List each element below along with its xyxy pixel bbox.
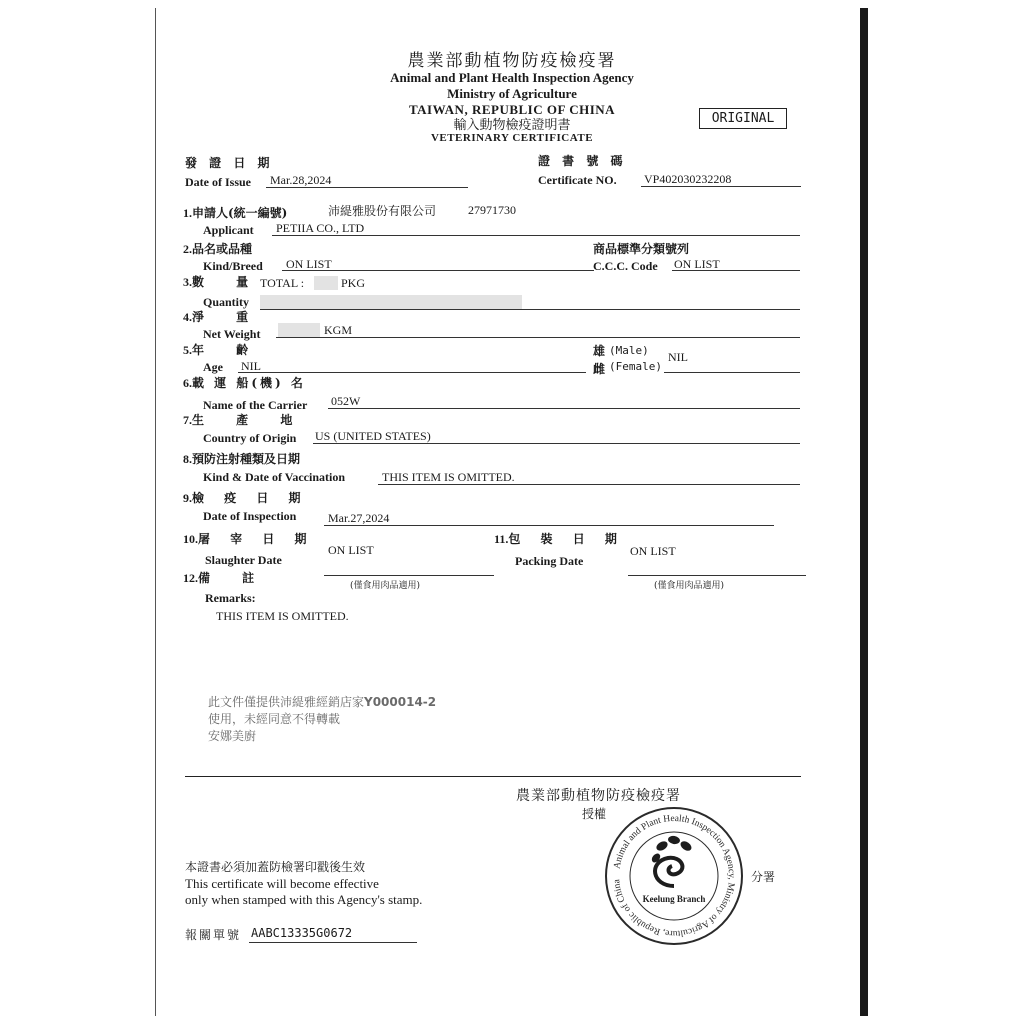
applicant-name-zh: 沛緹雅股份有限公司 <box>328 204 437 218</box>
certificate-title-en: VETERINARY CERTIFICATE <box>430 132 594 144</box>
country-name: TAIWAN, REPUBLIC OF CHINA <box>408 102 616 117</box>
applicant-name: PETIIA CO., LTD <box>276 221 365 235</box>
notice-en-line-1: This certificate will become effective <box>185 876 379 891</box>
packing-label-zh: 包 裝 日 期 <box>508 532 625 546</box>
certificate-title-zh: 輸入動物檢疫證明書 <box>453 118 571 133</box>
sex-value: NIL <box>668 350 688 364</box>
date-of-issue-value: Mar.28,2024 <box>270 173 332 187</box>
field-number-6: 6. <box>183 376 192 390</box>
field-number-3: 3. <box>183 275 192 289</box>
applicant-label-zh: 申請人(統一編號) <box>192 206 288 220</box>
field-number-5: 5. <box>183 343 192 357</box>
footer-authorized-zh: 授權 <box>582 807 607 821</box>
age-label-zh: 年 齡 <box>192 343 263 357</box>
date-of-issue-label-zh: 發 證 日 期 <box>185 156 274 170</box>
net-weight-label: Net Weight <box>203 327 261 341</box>
agency-title-zh: 農業部動植物防疫檢疫署 <box>407 51 617 71</box>
slaughter-label: Slaughter Date <box>205 553 282 567</box>
field-number-4: 4. <box>183 310 192 324</box>
net-weight-unit: KGM <box>324 323 353 337</box>
kind-value: ON LIST <box>286 257 332 271</box>
sex-female-zh: 雌 <box>593 362 606 376</box>
quantity-detail-redacted <box>260 295 522 310</box>
date-of-issue-label: Date of Issue <box>185 175 251 189</box>
vaccination-label-zh: 預防注射種類及日期 <box>192 452 301 466</box>
age-value: NIL <box>241 359 261 373</box>
official-stamp <box>602 804 746 948</box>
remarks-label-zh: 備 註 <box>198 571 269 585</box>
sex-male-label: (Male) <box>609 344 649 357</box>
applicant-label: Applicant <box>203 223 254 237</box>
watermark-line-1: 此文件僅提供沛緹雅經銷店家 <box>208 695 365 709</box>
stamp-ring-text: Animal and Plant Health Inspection Agency, Ministry of Agriculture, Republic of China <box>612 813 737 939</box>
field-number-9: 9. <box>183 491 192 505</box>
footer-agency-zh: 農業部動植物防疫檢疫署 <box>516 788 681 804</box>
stamp-branch-text: Keelung Branch <box>642 894 706 904</box>
remarks-label: Remarks: <box>205 591 256 605</box>
sex-female-label: (Female) <box>609 360 662 373</box>
packing-note: (僅食用肉品適用) <box>654 581 725 591</box>
notice-en-line-2: only when stamped with this Agency's stamp. <box>185 892 423 907</box>
agency-title-en: Animal and Plant Health Inspection Agency <box>390 70 634 85</box>
ministry-name: Ministry of Agriculture <box>447 86 577 101</box>
inspection-label: Date of Inspection <box>203 509 297 523</box>
ccc-label: C.C.C. Code <box>593 259 658 273</box>
sex-male-zh: 雄 <box>593 344 606 358</box>
certificate-no-value: VP402030232208 <box>644 172 732 186</box>
field-number-11: 11. <box>494 532 509 546</box>
ccc-label-zh: 商品標準分類號列 <box>593 242 690 256</box>
quantity-label-zh: 數 量 <box>192 275 263 289</box>
origin-label-zh: 生 產 地 <box>192 413 307 427</box>
slaughter-value: ON LIST <box>328 543 374 557</box>
age-label: Age <box>203 360 223 374</box>
field-number-2: 2. <box>183 242 192 256</box>
watermark-code: Y000014-2 <box>364 695 437 709</box>
footer-branch-zh: 分署 <box>751 870 776 884</box>
watermark-line-2: 使用，未經同意不得轉載 <box>208 712 341 726</box>
certificate-page <box>155 8 868 1016</box>
quantity-redacted <box>314 276 338 290</box>
quantity-unit: PKG <box>341 276 366 290</box>
footer-divider <box>185 776 801 777</box>
field-number-10: 10. <box>183 532 198 546</box>
field-number-8: 8. <box>183 452 192 466</box>
vaccination-label: Kind & Date of Vaccination <box>203 470 346 484</box>
quantity-label: Quantity <box>203 295 250 309</box>
certificate-no-label-zh: 證 書 號 碼 <box>538 154 627 168</box>
certificate-no-label: Certificate NO. <box>538 173 617 187</box>
page-edge-shadow <box>860 8 868 1016</box>
notice-zh: 本證書必須加蓋防檢署印戳後生效 <box>185 860 366 874</box>
field-number-7: 7. <box>183 413 192 427</box>
vaccination-value: THIS ITEM IS OMITTED. <box>382 470 515 484</box>
net-weight-redacted <box>278 323 320 337</box>
carrier-label: Name of the Carrier <box>203 398 308 412</box>
slaughter-note: (僅食用肉品適用) <box>350 581 421 591</box>
inspection-value: Mar.27,2024 <box>328 511 390 525</box>
original-badge: ORIGINAL <box>699 108 787 129</box>
slaughter-label-zh: 屠 宰 日 期 <box>198 532 315 546</box>
customs-no-value: AABC13335G0672 <box>251 926 353 940</box>
origin-label: Country of Origin <box>203 431 297 445</box>
packing-label: Packing Date <box>515 554 584 568</box>
field-number-12: 12. <box>183 571 198 585</box>
origin-value: US (UNITED STATES) <box>315 429 431 443</box>
plant-emblem-icon <box>650 835 693 886</box>
field-number-1: 1. <box>183 206 192 220</box>
carrier-value: 052W <box>331 394 361 408</box>
kind-label-zh: 品名或品種 <box>192 242 253 256</box>
applicant-tax-id: 27971730 <box>468 203 516 217</box>
carrier-label-zh: 載 運 船(機) 名 <box>192 376 306 390</box>
inspection-label-zh: 檢 疫 日 期 <box>192 491 309 505</box>
quantity-prefix: TOTAL : <box>260 276 305 290</box>
remarks-value: THIS ITEM IS OMITTED. <box>216 609 349 623</box>
watermark-line-3: 安娜美廚 <box>208 729 257 743</box>
packing-value: ON LIST <box>630 544 676 558</box>
net-weight-label-zh: 淨 重 <box>192 310 263 324</box>
customs-no-label-zh: 報關單號 <box>185 928 242 942</box>
ccc-value: ON LIST <box>674 257 720 271</box>
kind-label: Kind/Breed <box>203 259 263 273</box>
